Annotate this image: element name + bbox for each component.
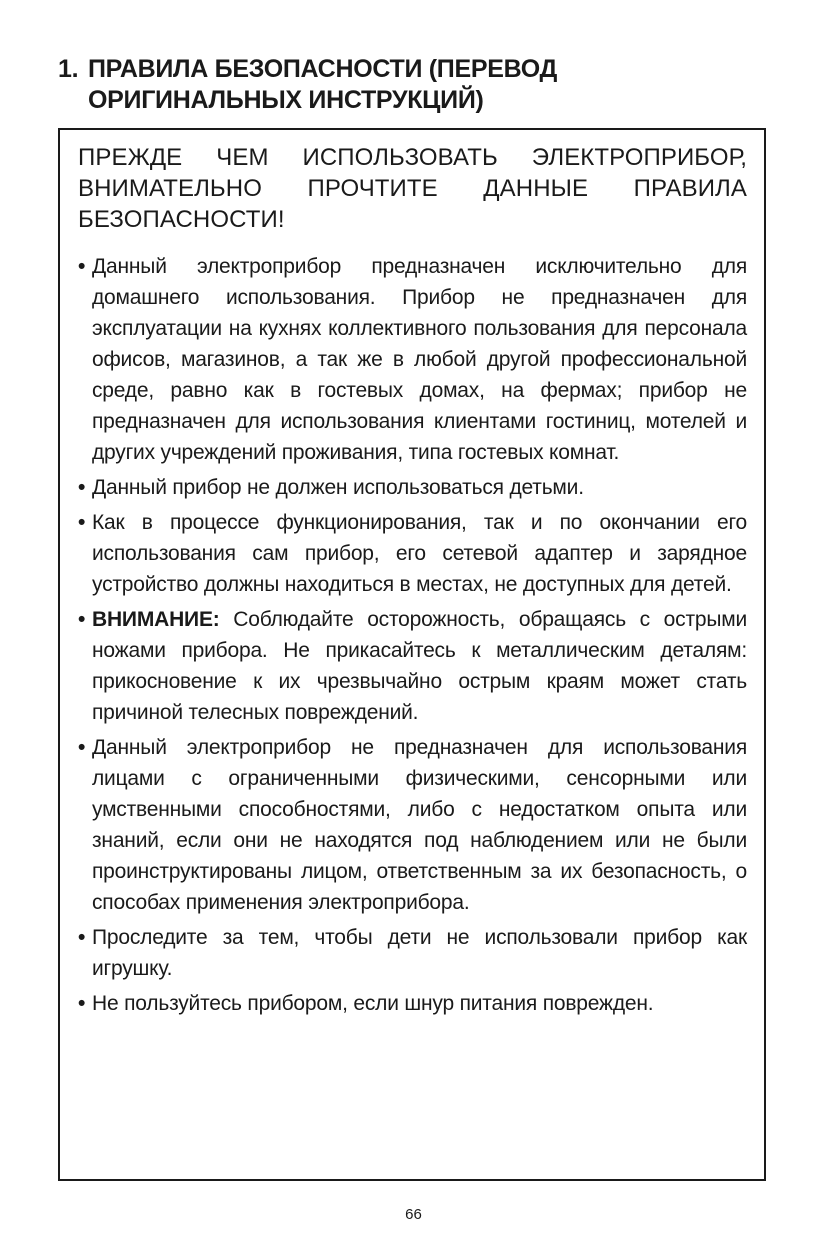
rule-text: Данный электроприбор не предназначен для использования лицами с ограниченными физическими, сенсорными или умственными способностями, либо с недостатком опыта или знаний, если они не находятся под наблюдением или не были проинструктированы лицом, ответственным за их безопасность, о способах применения электроприбора. bbox=[92, 736, 747, 914]
page-number: 66 bbox=[405, 1206, 422, 1223]
rule-text: Данный электроприбор предназначен исключительно для домашнего использования. Прибор не предназначен для эксплуатации на кухнях коллективного пользования для персонала офисов, магазинов, а так же в любой другой профессиональной среде, равно как в гостевых домах, на фермах; прибор не предназначен для использования клиентами гостиниц, мотелей и других учреждений проживания, типа гостевых комнат. bbox=[92, 255, 747, 464]
rule-text: Соблюдайте осторожность, обращаясь с острыми ножами прибора. Не прикасайтесь к металлическим деталям: прикосновение к их чрезвычайно острым краям может стать причиной телесных повреждений. bbox=[92, 608, 748, 724]
safety-rules-box bbox=[58, 128, 766, 1181]
warning-notice: ПРЕЖДЕ ЧЕМ ИСПОЛЬЗОВАТЬ ЭЛЕКТРОПРИБОР, ВНИМАТЕЛЬНО ПРОЧТИТЕ ДАННЫЕ ПРАВИЛА БЕЗОПАСНОСТИ! bbox=[78, 144, 747, 233]
rule-item bbox=[78, 988, 747, 1019]
section-title: ПРАВИЛА БЕЗОПАСНОСТИ (ПЕРЕВОД ОРИГИНАЛЬНЫХ ИНСТРУКЦИЙ) bbox=[88, 55, 558, 114]
section-number: 1. bbox=[58, 55, 79, 83]
rule-item bbox=[78, 507, 747, 600]
rule-item bbox=[78, 732, 747, 918]
bullet-icon: • bbox=[78, 608, 86, 631]
section-heading bbox=[58, 54, 758, 116]
rule-item-warning bbox=[78, 604, 747, 728]
rule-text: Не пользуйтесь прибором, если шнур питания поврежден. bbox=[92, 992, 654, 1015]
safety-rules-list bbox=[78, 251, 747, 1019]
rule-item bbox=[78, 251, 747, 468]
bullet-icon: • bbox=[78, 736, 86, 759]
rule-text: Проследите за тем, чтобы дети не использовали прибор как игрушку. bbox=[92, 926, 747, 980]
warning-label: ВНИМАНИЕ: bbox=[92, 608, 220, 631]
rule-text: Как в процессе функционирования, так и по окончании его использования сам прибор, его сетевой адаптер и зарядное устройство должны находиться в местах, не доступных для детей. bbox=[92, 511, 747, 596]
bullet-icon: • bbox=[78, 926, 86, 949]
bullet-icon: • bbox=[78, 255, 86, 278]
rule-text: Данный прибор не должен использоваться детьми. bbox=[92, 476, 584, 499]
rule-item bbox=[78, 472, 747, 503]
bullet-icon: • bbox=[78, 992, 86, 1015]
rule-item bbox=[78, 922, 747, 984]
bullet-icon: • bbox=[78, 511, 86, 534]
bullet-icon: • bbox=[78, 476, 86, 499]
